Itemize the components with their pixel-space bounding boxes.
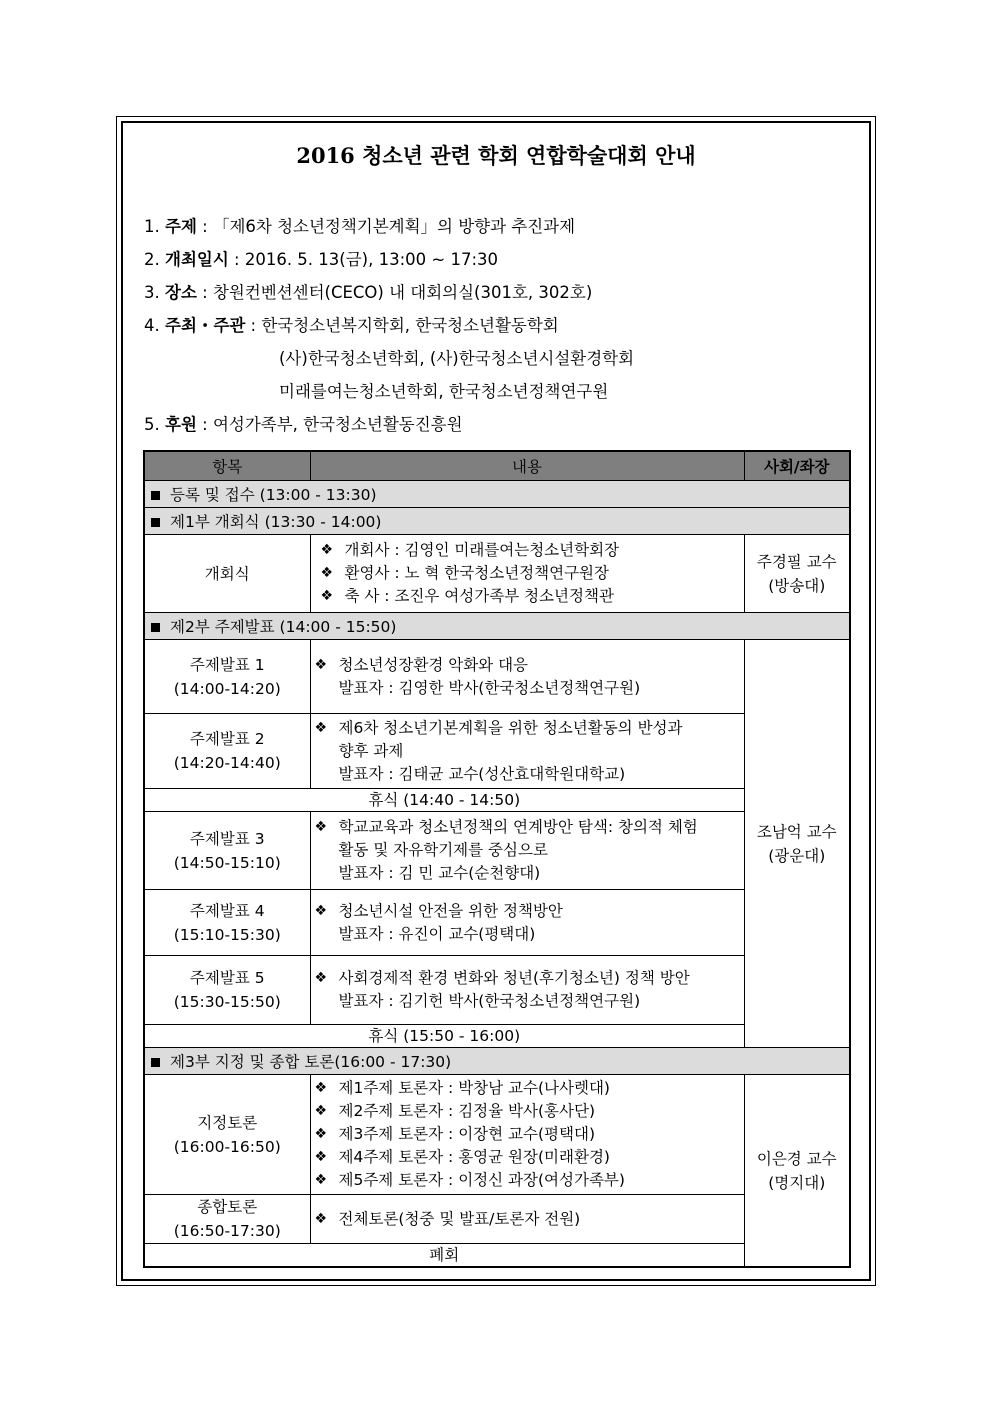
content-cell: ❖ 학교교육과 청소년정책의 연계방안 탐색: 창의적 체험 활동 및 자유학기제를 중심으로 발표자 : 김 민 교수(순천향대): [310, 812, 744, 890]
chair-cell-part2: 조남억 교수 (광운대): [744, 640, 850, 1048]
diamond-bullet-icon: ❖: [320, 542, 334, 558]
info-hosts: 4. 주최・주관 : 한국청소년복지학회, 한국청소년활동학회: [144, 316, 559, 335]
info-value: 「제6차 청소년정책기본계획」의 방향과 추진과제: [212, 217, 576, 236]
header-content: 내용: [310, 451, 744, 481]
info-label: 장소: [165, 283, 197, 302]
section-row-registration: [144, 481, 850, 508]
diamond-bullet-icon: ❖: [314, 1172, 328, 1188]
info-datetime: 2. 개최일시 : 2016. 5. 13(금), 13:00 ~ 17:30: [144, 250, 499, 269]
info-num: 1.: [144, 217, 160, 236]
item-cell: 주제발표 3 (14:50-15:10): [144, 812, 310, 890]
info-value: 창원컨벤션센터(CECO) 내 대회의실(301호, 302호): [212, 283, 593, 302]
item-cell: 주제발표 4 (15:10-15:30): [144, 890, 310, 956]
section-label: 제1부 개회식 (13:30 - 14:00): [170, 513, 382, 531]
table-row-designated-discussion: [144, 1075, 850, 1195]
content-cell: ❖ 전체토론(청중 및 발표/토론자 전원): [310, 1195, 744, 1244]
section-row-part1: [144, 508, 850, 535]
info-sponsor: 5. 후원 : 여성가족부, 한국청소년활동진흥원: [144, 415, 463, 434]
diamond-bullet-icon: ❖: [314, 819, 328, 835]
diamond-bullet-icon: ❖: [314, 902, 328, 919]
info-num: 4.: [144, 316, 160, 335]
chair-cell-part3: 이은경 교수 (명지대): [744, 1075, 850, 1268]
table-header-row: [144, 451, 850, 481]
info-hosts-line-3: 미래를여는청소년학회, 한국청소년정책연구원: [279, 382, 609, 401]
info-venue: 3. 장소 : 창원컨벤션센터(CECO) 내 대회의실(301호, 302호): [144, 283, 593, 302]
diamond-bullet-icon: ❖: [314, 1210, 328, 1227]
section-label: 제3부 지정 및 종합 토론(16:00 - 17:30): [170, 1053, 452, 1071]
info-value: 2016. 5. 13(금), 13:00 ~ 17:30: [244, 250, 499, 269]
info-num: 2.: [144, 250, 160, 269]
diamond-bullet-icon: ❖: [314, 1126, 328, 1142]
break-cell: 휴식 (15:50 - 16:00): [144, 1025, 744, 1048]
info-label: 개최일시: [165, 250, 229, 269]
info-label: 주제: [165, 217, 197, 236]
header-chair: 사회/좌장: [744, 451, 850, 481]
info-hosts-line-2: (사)한국청소년학회, (사)한국청소년시설환경학회: [279, 349, 635, 368]
item-cell: 개회식: [144, 535, 310, 613]
item-cell: 주제발표 1 (14:00-14:20): [144, 640, 310, 714]
info-label: 후원: [165, 415, 197, 434]
break-cell: 휴식 (14:40 - 14:50): [144, 789, 744, 812]
diamond-bullet-icon: ❖: [314, 1149, 328, 1165]
content-cell: ❖ 개회사 : 김영인 미래를여는청소년학회장 ❖ 환영사 : 노 혁 한국청소년정책연구원장 ❖ 축 사 : 조진우 여성가족부 청소년정책관: [310, 535, 744, 613]
content-cell: ❖ 청소년시설 안전을 위한 정책방안 발표자 : 유진이 교수(평택대): [310, 890, 744, 956]
section-row-part2: [144, 613, 850, 640]
schedule-table: [143, 450, 851, 1268]
square-bullet-icon: [151, 518, 160, 527]
diamond-bullet-icon: ❖: [320, 588, 334, 604]
diamond-bullet-icon: ❖: [320, 565, 334, 581]
info-value: 여성가족부, 한국청소년활동진흥원: [212, 415, 463, 434]
section-row-part3: [144, 1048, 850, 1075]
info-theme: 1. 주제 : 「제6차 청소년정책기본계획」의 방향과 추진과제: [144, 217, 576, 236]
diamond-bullet-icon: ❖: [314, 1103, 328, 1119]
square-bullet-icon: [151, 491, 160, 500]
item-cell: 주제발표 5 (15:30-15:50): [144, 956, 310, 1025]
diamond-bullet-icon: ❖: [314, 1080, 328, 1096]
page-title: 2016 청소년 관련 학회 연합학술대회 안내: [296, 143, 696, 168]
diamond-bullet-icon: ❖: [314, 719, 328, 736]
item-cell: 종합토론 (16:50-17:30): [144, 1195, 310, 1244]
section-label: 제2부 주제발표 (14:00 - 15:50): [170, 618, 397, 636]
content-cell: ❖ 사회경제적 환경 변화와 청년(후기청소년) 정책 방안 발표자 : 김기헌 박사(한국청소년정책연구원): [310, 956, 744, 1025]
info-label: 주최・주관: [165, 316, 246, 335]
content-cell: ❖ 제1주제 토론자 : 박창남 교수(나사렛대) ❖ 제2주제 토론자 : 김정율 박사(홍사단) ❖ 제3주제 토론자 : 이장현 교수(평택대) ❖ 제4주제 토론자 : 홍영균 원장(미래환경) ❖ 제5주제 토론자 : 이정신 과장(여성가족부): [310, 1075, 744, 1195]
section-label: 등록 및 접수 (13:00 - 13:30): [170, 486, 377, 504]
diamond-bullet-icon: ❖: [314, 656, 328, 673]
item-cell: 지정토론 (16:00-16:50): [144, 1075, 310, 1195]
info-num: 3.: [144, 283, 160, 302]
table-row-opening: [144, 535, 850, 613]
content-cell: ❖ 청소년성장환경 악화와 대응 발표자 : 김영한 박사(한국청소년정책연구원): [310, 640, 744, 714]
info-value: 한국청소년복지학회, 한국청소년활동학회: [261, 316, 559, 335]
square-bullet-icon: [151, 1058, 160, 1067]
square-bullet-icon: [151, 623, 160, 632]
item-cell: 주제발표 2 (14:20-14:40): [144, 714, 310, 789]
header-item: 항목: [144, 451, 310, 481]
info-num: 5.: [144, 415, 160, 434]
table-row-presentation-1: [144, 640, 850, 714]
diamond-bullet-icon: ❖: [314, 970, 328, 986]
chair-cell: 주경필 교수 (방송대): [744, 535, 850, 613]
content-cell: ❖ 제6차 청소년기본계획을 위한 청소년활동의 반성과 향후 과제 발표자 : 김태균 교수(성산효대학원대학교): [310, 714, 744, 789]
closing-cell: 폐회: [144, 1244, 744, 1268]
